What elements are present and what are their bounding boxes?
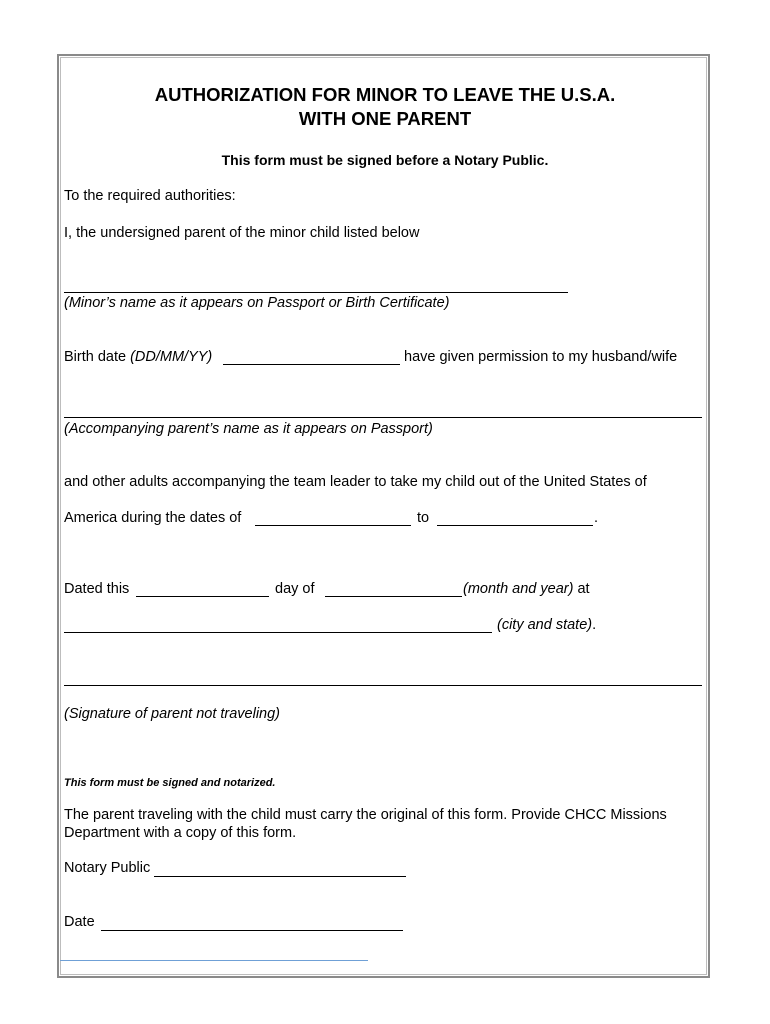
- city-state-end: .: [592, 617, 597, 633]
- notary-public-label: Notary Public: [64, 860, 151, 876]
- city-state-field[interactable]: [64, 632, 492, 633]
- month-year-hint: (month and year): [463, 581, 574, 597]
- city-state-hint: (city and state): [497, 617, 593, 633]
- dated-month-year-field[interactable]: [325, 596, 462, 597]
- at-label: at: [573, 581, 590, 597]
- dated-day-field[interactable]: [136, 596, 269, 597]
- notary-public-field[interactable]: [154, 876, 406, 877]
- signature-caption: (Signature of parent not traveling): [64, 706, 281, 722]
- minor-name-field[interactable]: [64, 292, 568, 293]
- other-adults-text: and other adults accompanying the team leader to take my child out of the United States of: [64, 474, 647, 490]
- birth-date-row: [64, 349, 212, 365]
- birth-date-field[interactable]: [223, 364, 400, 365]
- notary-notice: This form must be signed before a Notary Public.: [221, 152, 549, 168]
- dates-to-label: to: [417, 510, 430, 526]
- birth-date-format: (DD/MM/YY): [130, 349, 213, 365]
- intro-text: I, the undersigned parent of the minor child listed below: [64, 225, 420, 241]
- city-state-row: [497, 617, 596, 633]
- date-label: Date: [64, 914, 95, 930]
- form-title-line1: AUTHORIZATION FOR MINOR TO LEAVE THE U.S.A.: [154, 84, 616, 105]
- permission-text: have given permission to my husband/wife: [404, 349, 678, 365]
- salutation: To the required authorities:: [64, 188, 236, 204]
- end-date-field[interactable]: [437, 525, 593, 526]
- signed-notarized-notice: This form must be signed and notarized.: [64, 777, 276, 789]
- day-of-label: day of: [275, 581, 315, 597]
- carry-original-line1: The parent traveling with the child must carry the original of this form. Provide CHCC Missions: [64, 807, 667, 823]
- month-year-row: [463, 581, 590, 597]
- accompanying-parent-field[interactable]: [64, 417, 702, 418]
- birth-date-label: Birth date: [64, 349, 131, 365]
- date-field[interactable]: [101, 930, 403, 931]
- dates-end: .: [594, 510, 599, 526]
- form-title-line2: WITH ONE PARENT: [298, 108, 472, 129]
- footer-rule: [60, 960, 368, 961]
- minor-name-caption: (Minor’s name as it appears on Passport or Birth Certificate): [64, 295, 450, 311]
- carry-original-line2: Department with a copy of this form.: [64, 825, 297, 841]
- dates-prefix: America during the dates of: [64, 510, 242, 526]
- accompanying-parent-caption: (Accompanying parent’s name as it appears on Passport): [64, 421, 433, 437]
- signature-field[interactable]: [64, 685, 702, 686]
- dated-this-label: Dated this: [64, 581, 130, 597]
- start-date-field[interactable]: [255, 525, 411, 526]
